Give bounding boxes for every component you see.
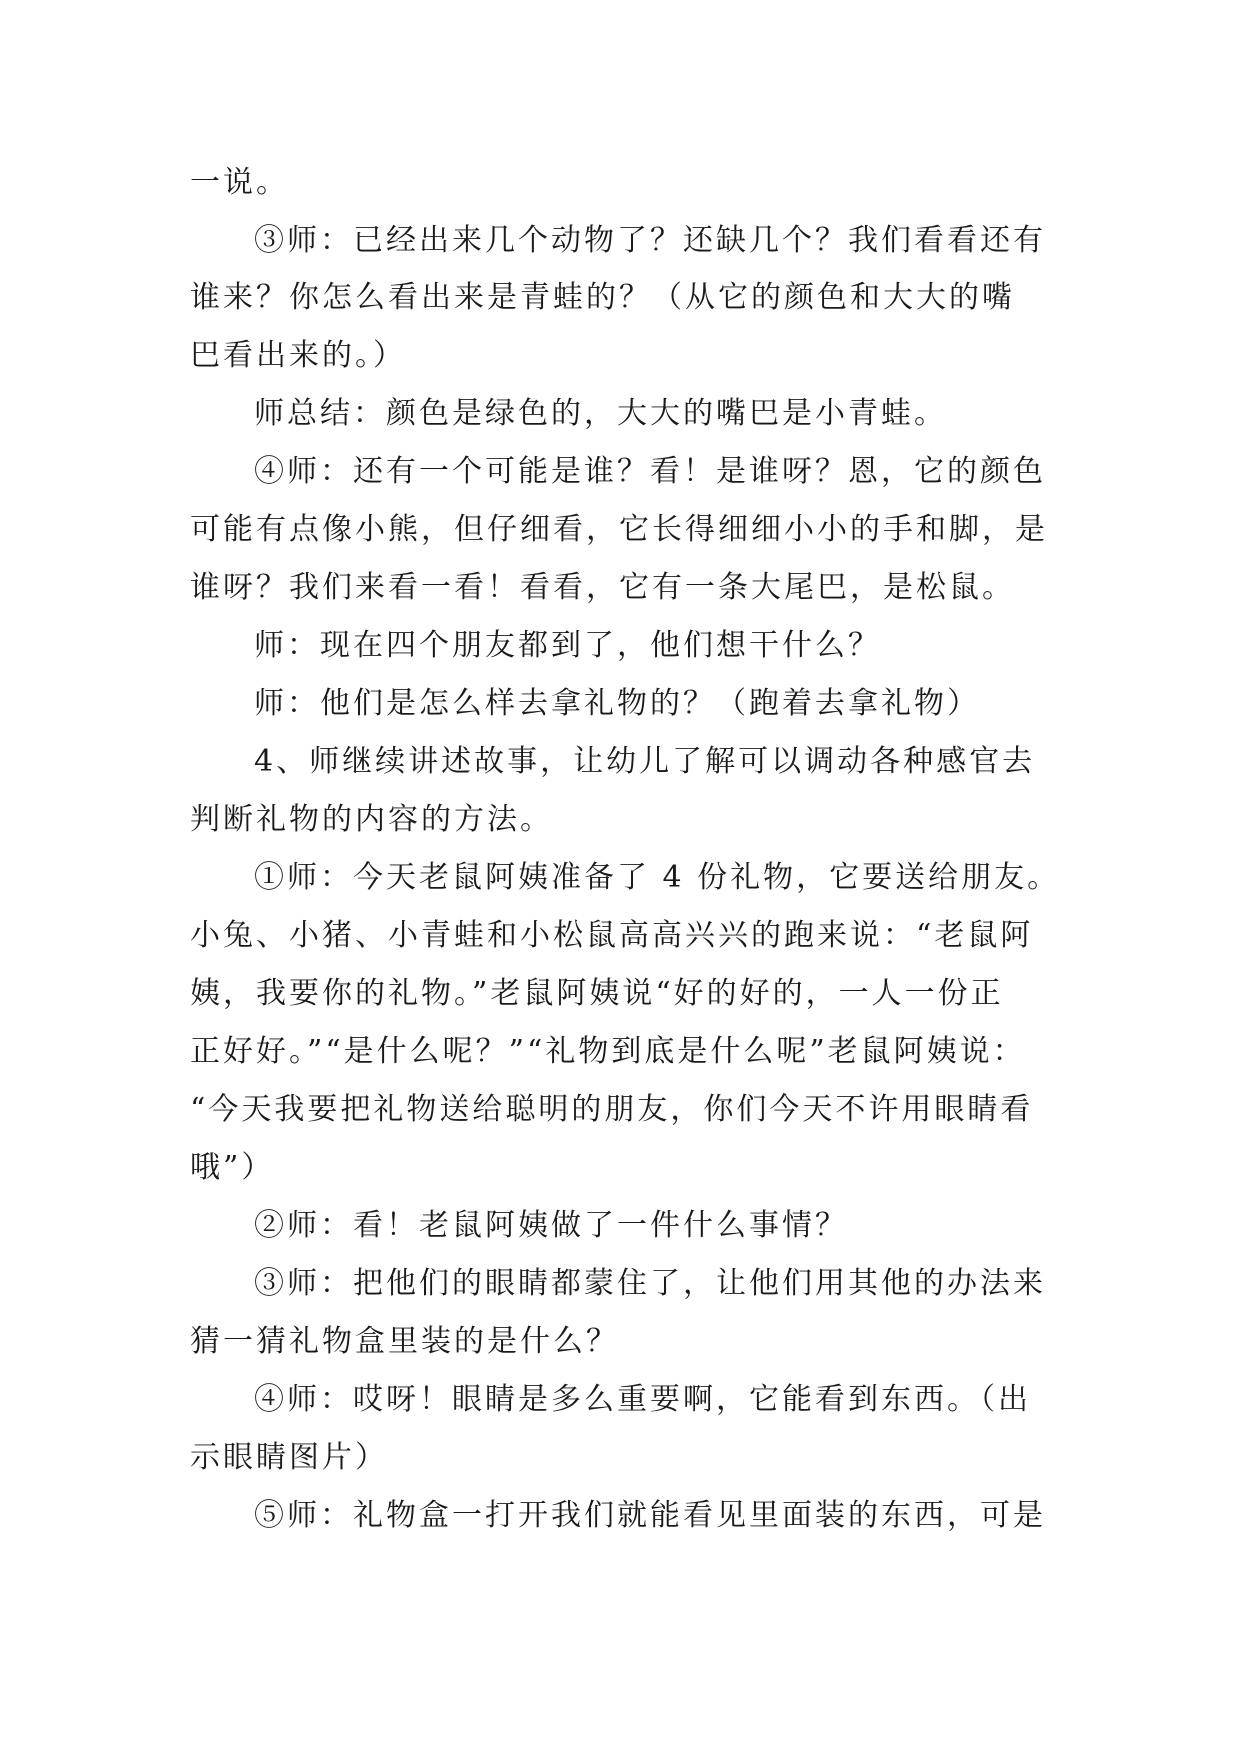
text-line: 正好好。”“是什么呢？”“礼物到底是什么呢”老鼠阿姨说：	[190, 1034, 1026, 1069]
text-line: 猜一猜礼物盒里装的是什么？	[190, 1324, 619, 1359]
text-line: ④师：哎呀！眼睛是多么重要啊，它能看到东西。（出	[254, 1382, 1031, 1417]
text-line: ③师：已经出来几个动物了？还缺几个？我们看看还有	[254, 223, 1046, 258]
text-line: ④师：还有一个可能是谁？看！是谁呀？恩，它的颜色	[254, 454, 1046, 489]
text-line: ①师：今天老鼠阿姨准备了 4 份礼物，它要送给朋友。	[254, 860, 1061, 895]
text-line: 判断礼物的内容的方法。	[190, 802, 553, 837]
text-line: 师：现在四个朋友都到了，他们想干什么？	[254, 628, 881, 663]
text-line: 一说。	[190, 165, 289, 200]
text-line: 可能有点像小熊，但仔细看，它长得细细小小的手和脚，是	[190, 512, 1048, 547]
text-line: 师总结：颜色是绿色的，大大的嘴巴是小青蛙。	[254, 396, 947, 431]
text-line: 4、师继续讲述故事，让幼儿了解可以调动各种感官去	[254, 744, 1036, 779]
text-line: ⑤师：礼物盒一打开我们就能看见里面装的东西，可是	[254, 1498, 1046, 1533]
text-line: ②师：看！老鼠阿姨做了一件什么事情？	[254, 1208, 848, 1243]
text-line: 哦”）	[190, 1150, 275, 1185]
text-line: 示眼睛图片）	[190, 1440, 388, 1475]
text-line: 谁来？你怎么看出来是青蛙的？（从它的颜色和大大的嘴	[190, 280, 1015, 315]
text-line: 巴看出来的。）	[190, 338, 406, 373]
text-line: 姨，我要你的礼物。”老鼠阿姨说“好的好的，一人一份正	[190, 976, 1004, 1011]
text-line: 谁呀？我们来看一看！看看，它有一条大尾巴，是松鼠。	[190, 570, 1015, 605]
text-line: ③师：把他们的眼睛都蒙住了，让他们用其他的办法来	[254, 1266, 1046, 1301]
text-line: 师：他们是怎么样去拿礼物的？（跑着去拿礼物）	[254, 686, 980, 721]
text-line: “今天我要把礼物送给聪明的朋友，你们今天不许用眼睛看	[190, 1092, 1034, 1127]
text-line: 小兔、小猪、小青蛙和小松鼠高高兴兴的跑来说：“老鼠阿	[190, 918, 1034, 953]
